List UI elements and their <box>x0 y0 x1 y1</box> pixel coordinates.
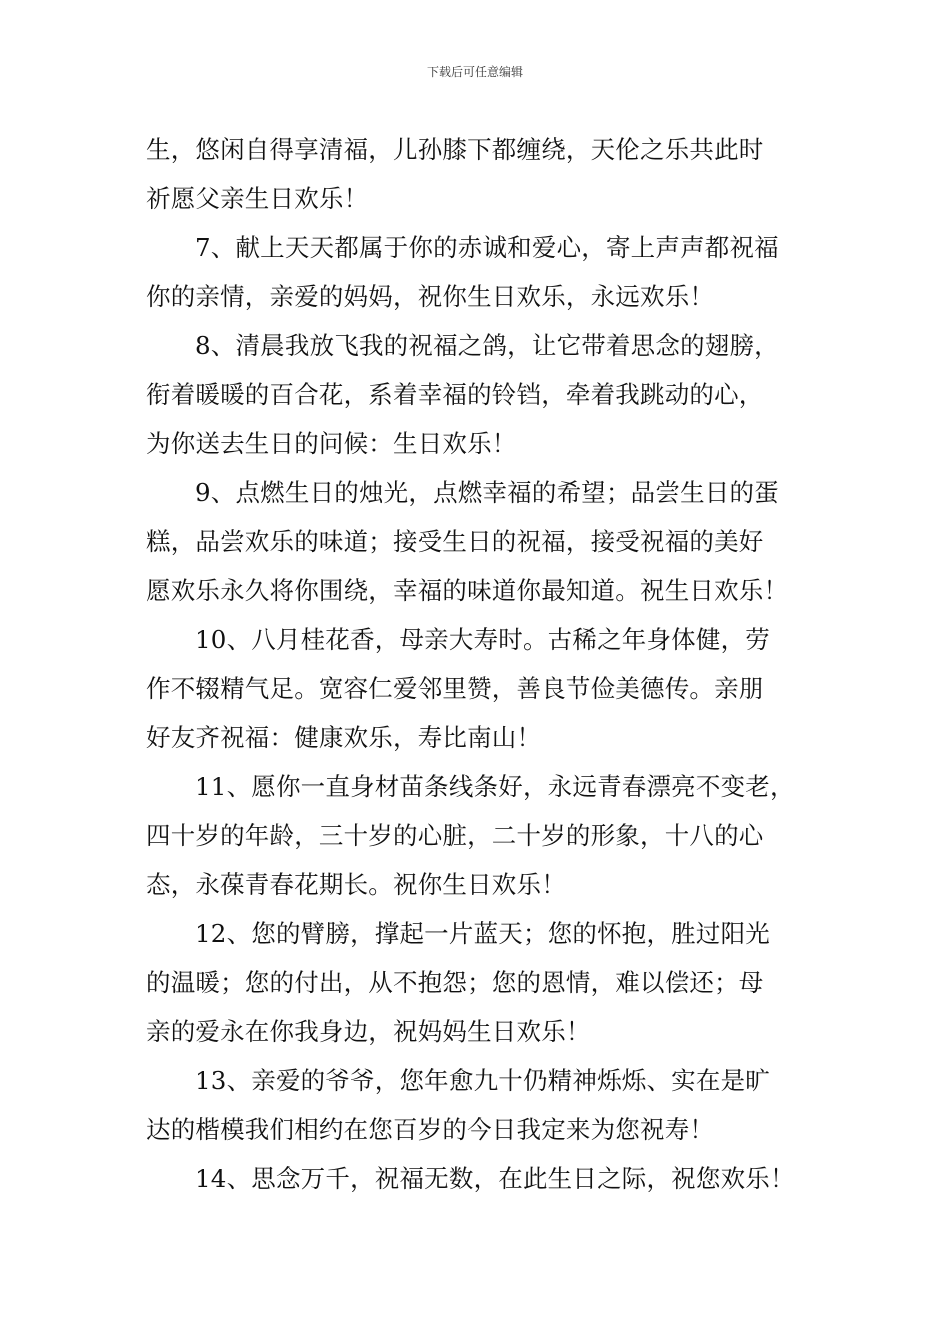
text-line: 好友齐祝福：健康欢乐，寿比南山！ <box>146 723 542 752</box>
page-header: 下载后可任意编辑 <box>426 65 523 79</box>
text-line: 愿欢乐永久将你围绕，幸福的味道你最知道。祝生日欢乐！ <box>146 576 789 605</box>
text-line: 祈愿父亲生日欢乐！ <box>146 184 369 213</box>
text-line: 为你送去生日的问候：生日欢乐！ <box>146 429 517 458</box>
text-line: 的温暖；您的付出，从不抱怨；您的恩情，难以偿还；母 <box>146 968 764 997</box>
text-line: 衔着暖暖的百合花，系着幸福的铃铛，牵着我跳动的心， <box>146 380 764 409</box>
text-line: 你的亲情，亲爱的妈妈，祝你生日欢乐，永远欢乐！ <box>146 282 715 311</box>
text-line: 14、思念万千，祝福无数，在此生日之际，祝您欢乐！ <box>195 1164 795 1193</box>
text-line: 态，永葆青春花期长。祝你生日欢乐！ <box>146 870 566 899</box>
text-line: 12、您的臂膀，撑起一片蓝天；您的怀抱，胜过阳光 <box>195 919 770 948</box>
text-line: 糕，品尝欢乐的味道；接受生日的祝福，接受祝福的美好 <box>146 527 764 556</box>
text-line: 10、八月桂花香，母亲大寿时。古稀之年身体健，劳 <box>195 625 770 654</box>
text-line: 亲的爱永在你我身边，祝妈妈生日欢乐！ <box>146 1017 591 1046</box>
text-line: 生，悠闲自得享清福，儿孙膝下都缠绕，天伦之乐共此时 <box>146 135 764 164</box>
text-line: 13、亲爱的爷爷，您年愈九十仍精神烁烁、实在是旷 <box>195 1066 770 1095</box>
text-line: 四十岁的年龄，三十岁的心脏，二十岁的形象，十八的心 <box>146 821 764 850</box>
text-line: 8、清晨我放飞我的祝福之鸽，让它带着思念的翅膀， <box>195 331 779 360</box>
document-body <box>146 125 826 1203</box>
text-line: 9、点燃生日的烛光，点燃幸福的希望；品尝生日的蛋 <box>195 478 779 507</box>
text-line: 作不辍精气足。宽容仁爱邻里赞，善良节俭美德传。亲朋 <box>146 674 764 703</box>
text-line: 11、愿你一直身材苗条线条好，永远青春漂亮不变老， <box>195 772 795 801</box>
text-line: 达的楷模我们相约在您百岁的今日我定来为您祝寿！ <box>146 1115 715 1144</box>
text-line: 7、献上天天都属于你的赤诚和爱心，寄上声声都祝福 <box>195 233 779 262</box>
